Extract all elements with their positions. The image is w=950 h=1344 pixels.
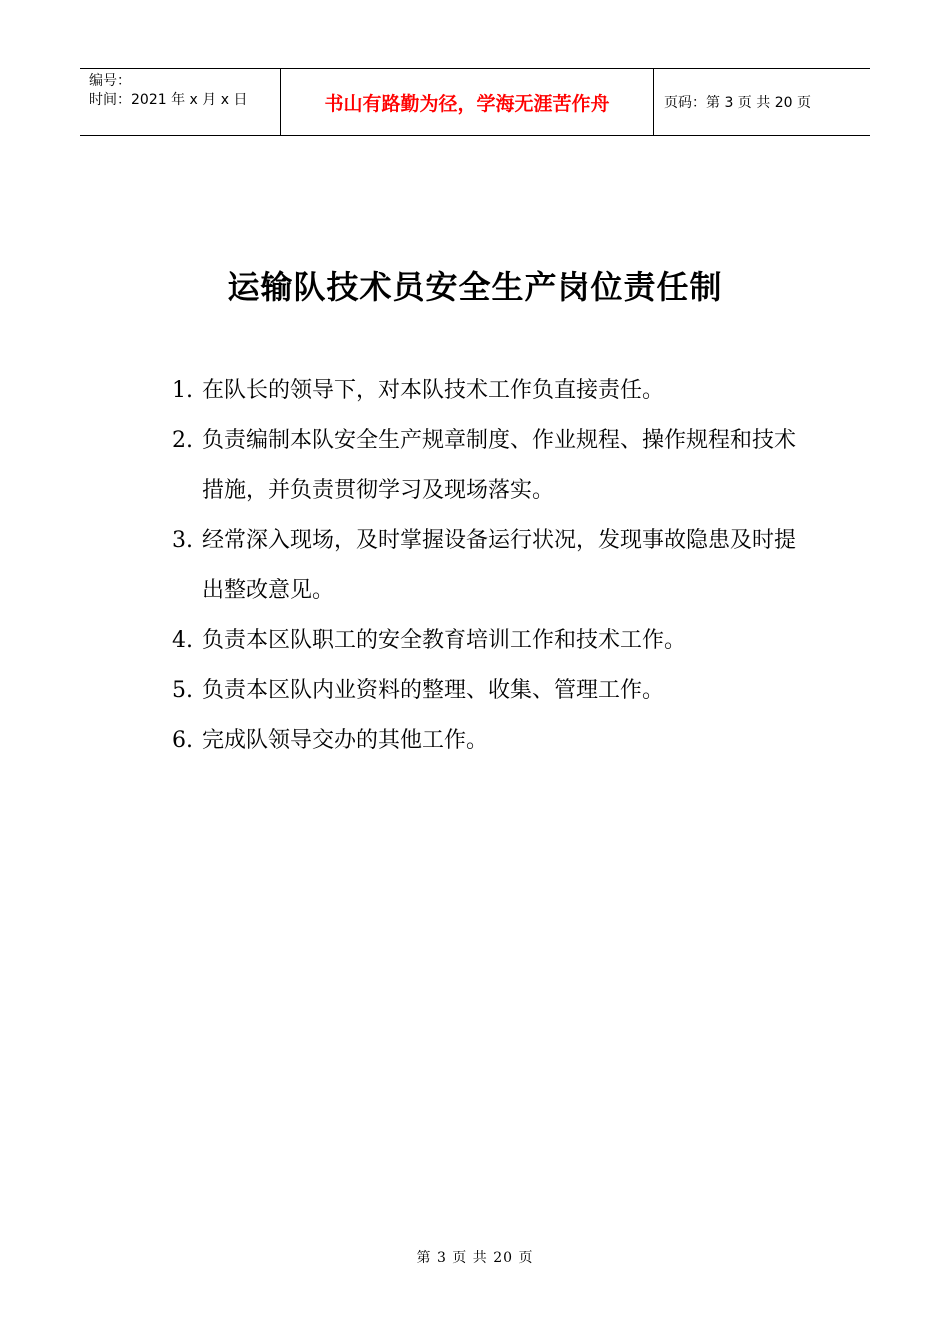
responsibility-list	[172, 366, 822, 766]
item-number: 6.	[172, 728, 193, 753]
item-number: 1.	[172, 378, 193, 403]
page-footer: 第 3 页 共 20 页	[416, 1250, 534, 1266]
header-page-info: 页码：第 3 页 共 20 页	[664, 95, 811, 111]
item-number: 2.	[172, 428, 193, 453]
header-motto: 书山有路勤为径，学海无涯苦作舟	[281, 69, 654, 135]
item-text: 完成队领导交办的其他工作。	[202, 728, 489, 753]
list-item	[172, 716, 822, 766]
item-text: 负责编制本队安全生产规章制度、作业规程、操作规程和技术措施，并负责贯彻学习及现场落实。	[202, 428, 797, 503]
header-table	[80, 68, 870, 136]
item-text: 负责本区队内业资料的整理、收集、管理工作。	[202, 678, 665, 703]
header-meta	[80, 69, 281, 135]
item-text: 经常深入现场，及时掌握设备运行状况，发现事故隐患及时提出整改意见。	[202, 528, 797, 603]
item-number: 4.	[172, 628, 193, 653]
list-item	[172, 416, 822, 516]
item-number: 3.	[172, 528, 193, 553]
item-number: 5.	[172, 678, 193, 703]
item-text: 负责本区队职工的安全教育培训工作和技术工作。	[202, 628, 687, 653]
document-title: 运输队技术员安全生产岗位责任制	[227, 268, 723, 306]
list-item	[172, 366, 822, 416]
list-item	[172, 666, 822, 716]
number-label: 编号：	[89, 73, 131, 89]
time-label: 时间：2021 年 x 月 x 日	[89, 92, 248, 108]
item-text: 在队长的领导下，对本队技术工作负直接责任。	[202, 378, 665, 403]
list-item	[172, 616, 822, 666]
list-item	[172, 516, 822, 616]
